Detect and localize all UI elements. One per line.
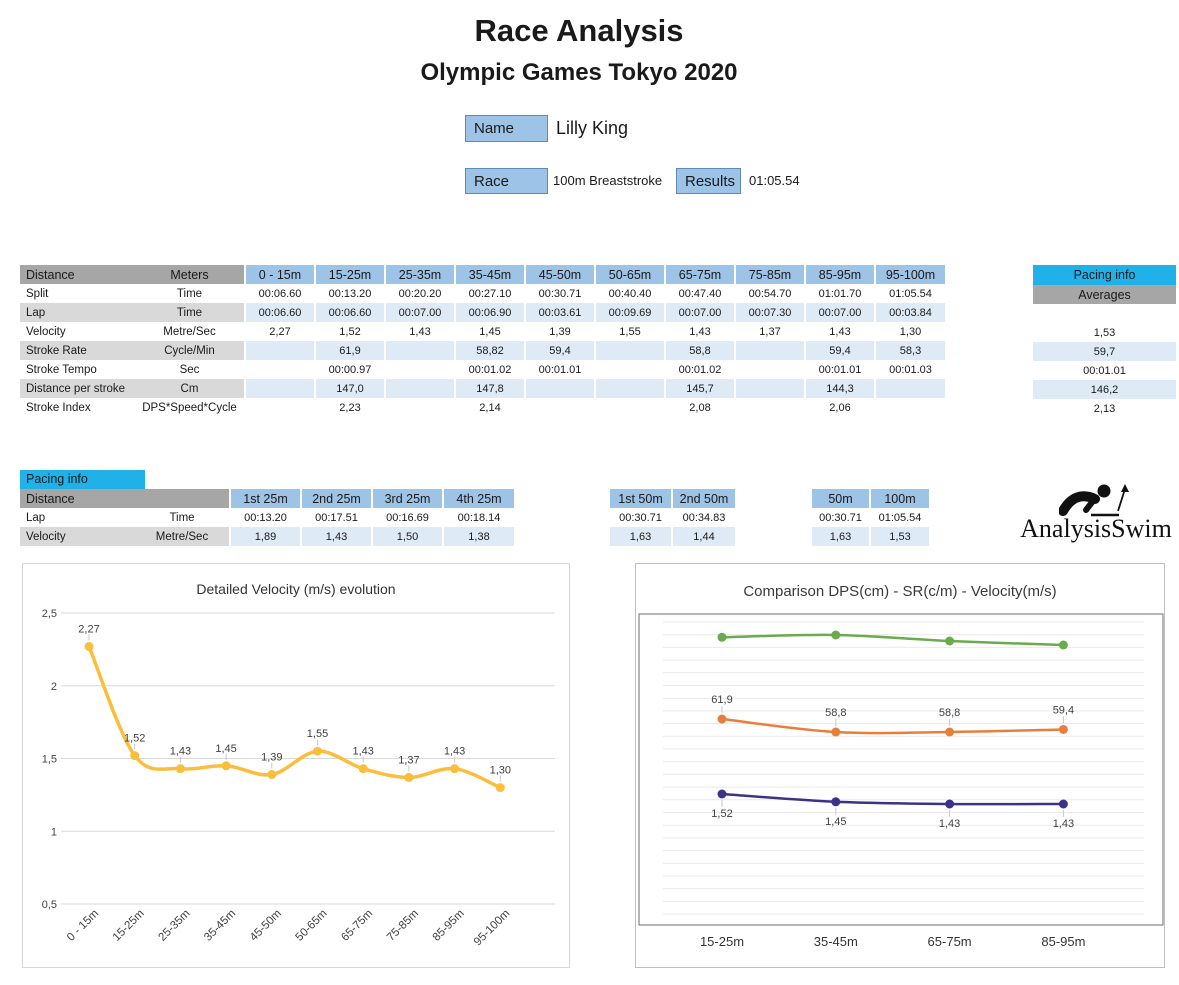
table-cell: 2,08 <box>665 398 735 417</box>
table-cell: 58,3 <box>875 341 945 360</box>
x-tick-label: 85-95m <box>430 907 467 944</box>
table-row <box>1033 265 1176 285</box>
table-cell <box>385 360 455 379</box>
data-label: 58,8 <box>938 707 961 719</box>
data-label: 1,52 <box>711 808 733 820</box>
row-unit: Cycle/Min <box>135 341 245 360</box>
row-label: Velocity <box>26 325 66 338</box>
table-cell: 1,30 <box>875 322 945 341</box>
row-unit: Time <box>135 508 230 527</box>
table-row <box>1033 323 1176 342</box>
distance-header: Distance <box>20 265 135 284</box>
table-cell: 2,27 <box>245 322 315 341</box>
column-header: 95-100m <box>875 265 945 284</box>
column-header: 1st 25m <box>230 489 301 508</box>
table-cell: 58,82 <box>455 341 525 360</box>
table-cell <box>595 379 665 398</box>
table-cell: 00:09.69 <box>595 303 665 322</box>
series-line <box>89 646 500 787</box>
column-header: 50-65m <box>595 265 665 284</box>
table-cell <box>525 398 595 417</box>
table-row <box>609 527 735 546</box>
table-cell: 00:06.60 <box>315 303 385 322</box>
table-cell <box>875 379 945 398</box>
table-cell <box>735 379 805 398</box>
data-label: 1,45 <box>215 742 237 755</box>
data-point <box>176 764 185 773</box>
table-cell: 1,63 <box>811 527 870 546</box>
pacing-100m-table <box>810 489 929 546</box>
table-row <box>20 360 945 379</box>
data-point <box>267 770 276 779</box>
table-cell <box>245 379 315 398</box>
row-label: Distance per stroke <box>20 379 135 398</box>
data-label: 2,27 <box>78 623 100 636</box>
table-cell: 2,14 <box>455 398 525 417</box>
table-cell: 00:06.90 <box>455 303 525 322</box>
column-header: 2nd 25m <box>301 489 372 508</box>
row-unit: Metre/Sec <box>135 527 230 546</box>
table-row <box>20 265 945 284</box>
x-tick-label: 65-75m <box>927 934 972 949</box>
pacing-50m-table <box>608 489 735 546</box>
data-label: 1,52 <box>123 732 146 745</box>
data-label: 1,45 <box>825 815 847 828</box>
data-point <box>85 642 94 651</box>
table-cell: 1,43 <box>805 322 875 341</box>
table-cell: 147,0 <box>315 379 385 398</box>
table-row <box>20 284 945 303</box>
table-cell: 00:01.02 <box>455 360 525 379</box>
table-cell: 1,43 <box>665 322 735 341</box>
table-row <box>1033 399 1176 418</box>
table-cell: 00:30.71 <box>525 284 595 303</box>
table-cell <box>245 360 315 379</box>
column-header: 100m <box>870 489 929 508</box>
table-cell: 01:05.54 <box>875 284 945 303</box>
data-label: 1,37 <box>398 754 420 767</box>
table-row <box>20 322 945 341</box>
x-tick-label: 35-45m <box>813 934 858 949</box>
data-point <box>831 631 840 640</box>
column-header: 1st 50m <box>609 489 672 508</box>
row-unit: Time <box>135 303 245 322</box>
table-cell: 01:01.70 <box>805 284 875 303</box>
x-tick-label: 25-35m <box>156 907 193 944</box>
average-cell <box>1033 304 1176 323</box>
table-cell <box>875 398 945 417</box>
y-tick-label: 0,5 <box>41 899 57 911</box>
column-header: 2nd 50m <box>672 489 735 508</box>
table-cell: 1,89 <box>230 527 301 546</box>
table-cell: 2,23 <box>315 398 385 417</box>
data-label: 1,43 <box>352 745 374 758</box>
chart-title: Detailed Velocity (m/s) evolution <box>196 581 396 597</box>
table-cell <box>385 398 455 417</box>
table-cell: 00:40.40 <box>595 284 665 303</box>
data-label: 1,30 <box>489 764 512 777</box>
row-label: Stroke Rate <box>20 341 135 360</box>
x-tick-label: 75-85m <box>384 907 422 944</box>
data-point <box>130 751 139 760</box>
table-cell: 00:54.70 <box>735 284 805 303</box>
data-point <box>1059 725 1068 734</box>
comparison-chart <box>635 563 1165 968</box>
table-cell <box>735 360 805 379</box>
table-cell: 00:01.03 <box>875 360 945 379</box>
average-cell: 1,53 <box>1093 326 1116 339</box>
y-tick-label: 1 <box>50 826 57 839</box>
row-unit: Sec <box>135 360 245 379</box>
table-cell <box>595 360 665 379</box>
row-label: Stroke Index <box>26 401 91 414</box>
pacing-info-tab: Pacing info <box>20 470 145 489</box>
table-row <box>1033 285 1176 304</box>
column-header: 45-50m <box>525 265 595 284</box>
data-label: 1,55 <box>306 728 329 741</box>
table-cell: 1,53 <box>870 527 929 546</box>
table-cell: 00:01.01 <box>805 360 875 379</box>
table-cell <box>735 398 805 417</box>
data-label: 1,39 <box>261 751 283 764</box>
row-label: Stroke Tempo <box>26 363 97 376</box>
table-cell: 00:16.69 <box>372 508 443 527</box>
column-header: 4th 25m <box>443 489 514 508</box>
column-header: 3rd 25m <box>372 489 443 508</box>
table-cell: 00:07.00 <box>805 303 875 322</box>
table-row <box>811 508 929 527</box>
x-tick-label: 0 - 15m <box>65 907 102 944</box>
table-cell: 00:07.00 <box>665 303 735 322</box>
row-unit: Cm <box>135 379 245 398</box>
data-point <box>496 783 505 792</box>
average-cell: 2,13 <box>1093 402 1116 415</box>
table-cell: 1,43 <box>385 322 455 341</box>
y-tick-label: 1,5 <box>41 753 57 766</box>
velocity-chart <box>22 563 570 968</box>
data-label: 1,43 <box>169 745 192 758</box>
table-row <box>20 303 945 322</box>
x-tick-label: 45-50m <box>247 907 284 944</box>
row-label: Split <box>26 287 49 300</box>
table-cell: 00:01.02 <box>665 360 735 379</box>
table-row <box>1033 304 1176 323</box>
table-cell <box>385 341 455 360</box>
table-cell: 00:07.30 <box>735 303 805 322</box>
x-tick-label: 65-75m <box>339 907 376 944</box>
x-tick-label: 85-95m <box>1041 934 1086 949</box>
column-header: 50m <box>811 489 870 508</box>
table-cell: 144,3 <box>805 379 875 398</box>
table-cell <box>595 398 665 417</box>
pacing-info-header: Pacing info <box>1033 265 1176 285</box>
data-point <box>718 633 727 642</box>
table-cell: 01:05.54 <box>870 508 929 527</box>
table-cell: 1,39 <box>525 322 595 341</box>
table-cell: 00:47.40 <box>665 284 735 303</box>
data-point <box>359 764 368 773</box>
x-tick-label: 50-65m <box>293 907 330 944</box>
data-label: 61,9 <box>711 694 733 706</box>
chart-title: Comparison DPS(cm) - SR(c/m) - Velocity(m/s) <box>743 583 1057 600</box>
column-header: 25-35m <box>385 265 455 284</box>
table-cell: 00:03.84 <box>875 303 945 322</box>
plot-area <box>639 614 1163 925</box>
table-row <box>1033 361 1176 380</box>
data-label: 1,43 <box>1052 818 1075 830</box>
logo <box>1013 482 1179 548</box>
column-header: 0 - 15m <box>245 265 315 284</box>
table-cell: 00:06.60 <box>245 284 315 303</box>
table-cell: 1,50 <box>372 527 443 546</box>
splits-table <box>20 265 945 417</box>
table-cell: 2,06 <box>805 398 875 417</box>
data-point <box>450 764 459 773</box>
average-cell: 146,2 <box>1033 380 1176 399</box>
table-cell: 00:27.10 <box>455 284 525 303</box>
table-row <box>20 489 514 508</box>
table-row <box>811 527 929 546</box>
table-cell: 1,63 <box>609 527 672 546</box>
row-label: Velocity <box>20 527 135 546</box>
table-cell <box>245 398 315 417</box>
page-subtitle: Olympic Games Tokyo 2020 <box>420 59 738 86</box>
table-row <box>20 527 514 546</box>
x-tick-label: 95-100m <box>471 907 513 949</box>
table-cell: 00:07.00 <box>385 303 455 322</box>
data-point <box>945 800 954 809</box>
table-cell: 00:30.71 <box>811 508 870 527</box>
data-point <box>945 637 954 646</box>
table-cell: 00:34.83 <box>672 508 735 527</box>
distance-header: Distance <box>20 489 230 508</box>
table-cell: 147,8 <box>455 379 525 398</box>
data-label: 59,4 <box>1052 704 1075 717</box>
table-row <box>20 508 514 527</box>
table-cell: 00:13.20 <box>315 284 385 303</box>
table-row <box>811 489 929 508</box>
table-cell: 58,8 <box>665 341 735 360</box>
race-value: 100m Breaststroke <box>553 173 663 188</box>
table-cell <box>525 379 595 398</box>
table-row <box>1033 342 1176 361</box>
data-point <box>831 797 840 806</box>
table-row <box>609 508 735 527</box>
column-header: 65-75m <box>665 265 735 284</box>
row-unit: DPS*Speed*Cycle <box>135 398 245 417</box>
table-cell: 1,44 <box>672 527 735 546</box>
averages-header: Averages <box>1033 285 1176 304</box>
table-cell: 00:30.71 <box>609 508 672 527</box>
table-cell <box>245 341 315 360</box>
page-title: Race Analysis <box>474 13 684 48</box>
data-point <box>718 790 727 799</box>
y-tick-label: 2,5 <box>41 608 57 620</box>
data-label: 1,43 <box>938 818 961 830</box>
data-point <box>945 728 954 737</box>
table-cell: 00:13.20 <box>230 508 301 527</box>
x-tick-label: 35-45m <box>202 907 239 944</box>
table-row <box>20 341 945 360</box>
data-point <box>718 715 727 724</box>
name-label: Name <box>465 115 548 142</box>
race-label: Race <box>465 168 548 194</box>
table-row <box>20 398 945 417</box>
table-cell: 145,7 <box>665 379 735 398</box>
data-point <box>831 728 840 737</box>
table-cell: 1,43 <box>301 527 372 546</box>
data-point <box>313 747 322 756</box>
table-cell: 1,45 <box>455 322 525 341</box>
table-cell: 00:01.01 <box>525 360 595 379</box>
table-cell: 59,4 <box>805 341 875 360</box>
table-cell: 1,52 <box>315 322 385 341</box>
data-point <box>222 761 231 770</box>
table-cell: 1,55 <box>595 322 665 341</box>
table-cell: 00:03.61 <box>525 303 595 322</box>
column-header: 15-25m <box>315 265 385 284</box>
table-cell: 59,4 <box>525 341 595 360</box>
meters-header: Meters <box>135 265 245 284</box>
row-unit: Time <box>135 284 245 303</box>
table-row <box>609 489 735 508</box>
x-tick-label: 15-25m <box>699 934 745 949</box>
results-value: 01:05.54 <box>749 173 800 188</box>
table-cell: 00:00.97 <box>315 360 385 379</box>
y-tick-label: 2 <box>50 680 57 693</box>
row-unit: Metre/Sec <box>135 322 245 341</box>
athlete-name: Lilly King <box>556 118 629 138</box>
table-cell <box>595 341 665 360</box>
table-cell: 1,37 <box>735 322 805 341</box>
table-cell: 00:17.51 <box>301 508 372 527</box>
table-cell: 61,9 <box>315 341 385 360</box>
data-label: 1,43 <box>443 745 466 758</box>
column-header: 75-85m <box>735 265 805 284</box>
table-cell: 00:18.14 <box>443 508 514 527</box>
column-header: 85-95m <box>805 265 875 284</box>
table-row <box>1033 380 1176 399</box>
average-cell: 59,7 <box>1033 342 1176 361</box>
logo-text: AnalysisSwim <box>1020 514 1172 543</box>
data-point <box>1059 800 1068 809</box>
table-row <box>20 379 945 398</box>
table-cell: 00:20.20 <box>385 284 455 303</box>
data-point <box>1059 641 1068 650</box>
average-cell: 00:01.01 <box>1083 364 1126 377</box>
table-cell <box>735 341 805 360</box>
column-header: 35-45m <box>455 265 525 284</box>
x-tick-label: 15-25m <box>110 907 147 944</box>
row-label: Lap <box>20 303 135 322</box>
averages-panel <box>1033 265 1176 418</box>
data-label: 58,8 <box>825 707 847 719</box>
results-label: Results <box>676 168 741 194</box>
table-cell: 1,38 <box>443 527 514 546</box>
row-label: Lap <box>26 511 46 524</box>
pacing-25m-table <box>20 489 514 546</box>
data-point <box>404 773 413 782</box>
table-cell: 00:06.60 <box>245 303 315 322</box>
table-cell <box>385 379 455 398</box>
